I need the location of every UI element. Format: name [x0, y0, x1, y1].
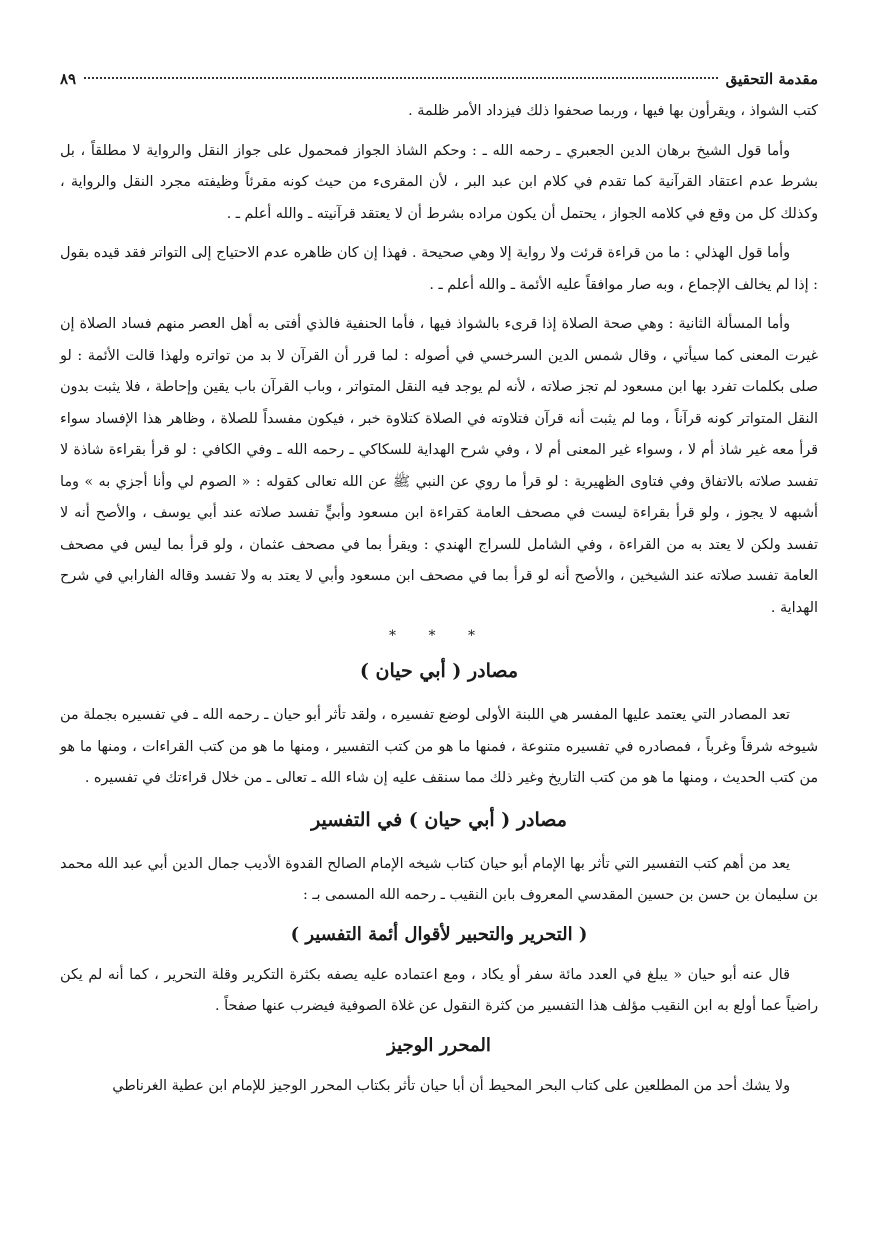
paragraph-continuation: كتب الشواذ ، ويقرأون بها فيها ، وربما صحفوا ذلك فيزداد الأمر ظلمة .: [408, 103, 818, 119]
heading-muharrar: المحرر الوجيز: [387, 1034, 491, 1056]
section-separator-stars: * * *: [389, 628, 489, 644]
heading-sources: مصادر ( أبي حيان ): [359, 660, 519, 682]
heading-tahrir-book: ( التحرير والتحبير لأقوال أئمة التفسير ): [290, 923, 588, 945]
page-number: ٨٩: [60, 70, 77, 88]
paragraph-abu-hayyan-view: قال عنه أبو حيان « يبلغ في العدد مائة سفر أو يكاد ، ومع اعتماده عليه يصفه بكثرة التكرير وقلة التحرير ، كما أنه لم يكن راضياً عما أولع به ابن النقيب مؤلف هذا التفسير من كثرة النقول عن غلاة الصوفية فيضرب عنها صفحاً .: [60, 966, 818, 1014]
paragraph-ibn-atiyya: ولا يشك أحد من المطلعين على كتاب البحر المحيط أن أبا حيان تأثر بكتاب المحرر الوجيز للإمام ابن عطية الغرناطي: [112, 1077, 790, 1094]
header-leader-dots: [84, 77, 718, 79]
paragraph-hudhali: وأما قول الهذلي : ما من قراءة قرئت ولا رواية إلا وهي صحيحة . فهذا إن كان ظاهره عدم الاحتياج إلى التواتر فقد قيده بقول : إذا لم يخالف الإجماع ، وبه صار موافقاً عليه الأئمة ـ والله أعلم ـ .: [60, 245, 818, 293]
running-header: [60, 70, 818, 96]
paragraph-jabari: وأما قول الشيخ برهان الدين الجعبري ـ رحمه الله ـ : وحكم الشاذ الجواز فمحمول على جواز النقل والرواية لا مطلقاً ، بل بشرط عدم اعتقاد القرآنية كما تقدم في كلام ابن عبد البر ، لأن المقرىء من حيث كونه مقرئاً وظيفته مجرد النقل والرواية ، وكذلك كل من وقع في كلامه الجواز ، يحتمل أن يكون مراده بشرط أن لا يعتقد قرآنيته ـ والله أعلم ـ .: [60, 142, 818, 222]
heading-sources-tafsir: مصادر ( أبي حيان ) في التفسير: [311, 808, 567, 831]
paragraph-ibn-naqib: يعد من أهم كتب التفسير التي تأثر بها الإمام أبو حيان كتاب شيخه الإمام الصالح القدوة الأديب جمال الدين أبي عبد الله محمد بن سليمان بن حسن بن حسين المقدسي المعروف بابن النقيب ـ رحمه الله المسمى بـ :: [60, 855, 818, 903]
header-title: مقدمة التحقيق: [725, 70, 818, 88]
paragraph-second-issue: وأما المسألة الثانية : وهي صحة الصلاة إذا قرىء بالشواذ فيها ، فأما الحنفية فالذي أفتى به أهل العصر منهم فساد الصلاة إن غيرت المعنى كما سيأتي ، وقال شمس الدين السرخسي في أصوله : لما قرر أن القرآن لا بد من تواتره ولهذا قالت الأئمة : لو صلى بكلمات تفرد بها ابن مسعود لم تجز صلاته ، لأنه لم يوجد فيه النقل المتواتر ، وباب القرآن باب يقين وإحاطة ، فلا يثبت بدون النقل المتواتر كونه قرآناً ، وما لم يثبت أنه قرآن فتلاوته في الصلاة كتلاوة خبر ، فيكون مفسداً للصلاة ، وظاهر هذا الإفساد سواء قرأ معه غير شاذ أم لا ، وسواء غير المعنى أم لا ، وفي شرح الهداية للسكاكي ـ رحمه الله ـ وفي الكافي : لو قرأ بقراءة شاذة لا تفسد صلاته بالاتفاق وفي فتاوى الظهيرية : لو قرأ ما روي عن النبي ﷺ عن الله تعالى كقوله : « الصوم لي وأنا أجزي به » وما أشبهه لا يجوز ، ولو قرأ بقراءة ليست في مصحف العامة كقراءة ابن مسعود وأبيٍّ تفسد صلاته عند أبي يوسف ، والأصح أنه لا تفسد ولكن لا يعتد به من القراءة ، وفي الشامل للسراج الهندي : ويقرأ بما في مصحف عثمان ، ولو قرأ بما ليس في مصحف العامة تفسد صلاته عند الشيخين ، والأصح أنه لو قرأ بما في مصحف ابن مسعود وأبي لا يعتد به ولا تفسد وقاله الفارابي في شرح الهداية .: [60, 316, 818, 616]
book-page: [60, 70, 818, 1110]
paragraph-sources-intro: تعد المصادر التي يعتمد عليها المفسر هي اللبنة الأولى لوضع تفسيره ، ولقد تأثر أبو حيان ـ رحمه الله ـ في تفسيره بجملة من شيوخه شرقاً وغرباً ، فمصادره في تفسيره متنوعة ، فمنها ما هو من كتب التفسير ، ومنها ما هو من كتب القراءات ، ومنها ما هو من كتب الحديث ، ومنها ما هو من كتب التاريخ وغير ذلك مما سنقف عليه إن شاء الله ـ تعالى ـ من خلال قراءتك في تفسيره .: [60, 707, 818, 786]
